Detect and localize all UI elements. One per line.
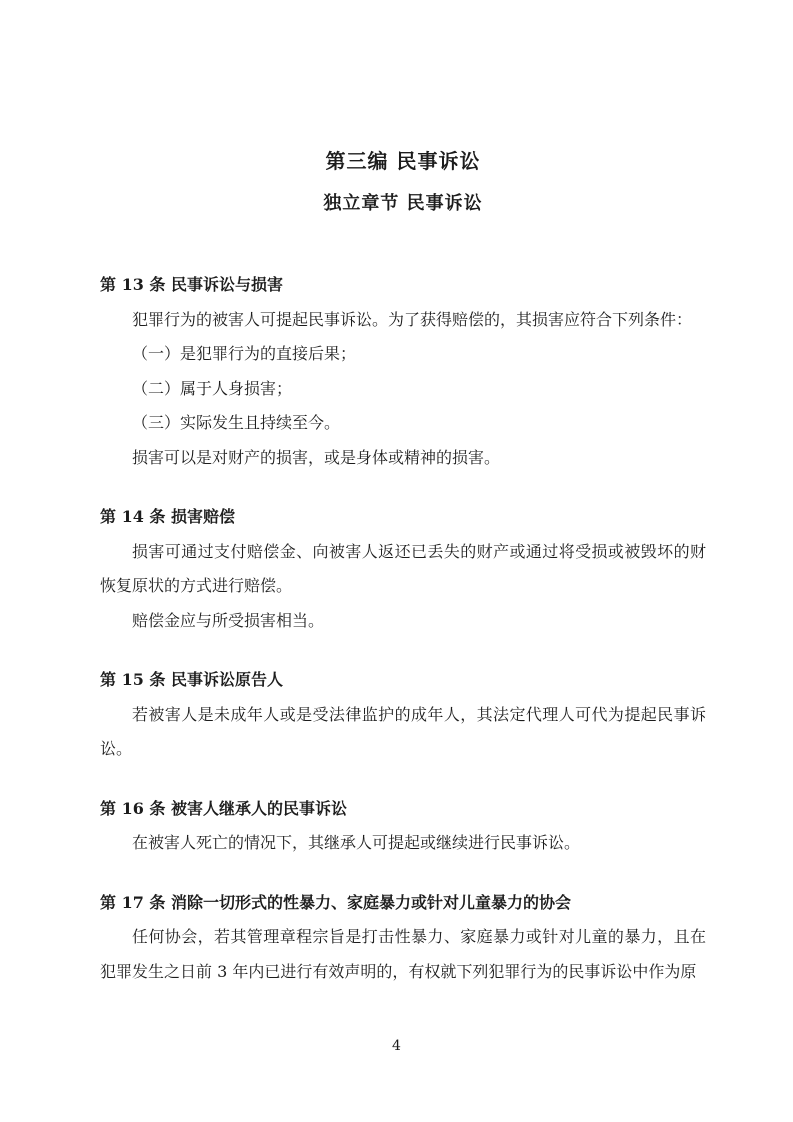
article-section-16 xyxy=(100,792,706,861)
article-paragraph: 赔偿金应与所受损害相当。 xyxy=(132,610,325,630)
article-section-13 xyxy=(100,268,706,475)
article-paragraph: 在被害人死亡的情况下，其继承人可提起或继续进行民事诉讼。 xyxy=(132,833,581,852)
document-title: 第三编 民事诉讼 xyxy=(325,149,481,173)
document-content xyxy=(100,150,706,989)
article-heading: 第 14 条 损害赔偿 xyxy=(100,507,235,526)
article-paragraph: 若被害人是未成年人或是受法律监护的成年人，其法定代理人可代为提起民事诉讼。 xyxy=(100,704,706,758)
article-list-item: （一）是犯罪行为的直接后果； xyxy=(132,344,357,363)
article-heading: 第 17 条 消除一切形式的性暴力、家庭暴力或针对儿童暴力的协会 xyxy=(100,892,571,912)
article-paragraph: 犯罪行为的被害人可提起民事诉讼。为了获得赔偿的，其损害应符合下列条件： xyxy=(132,309,693,329)
article-section-15 xyxy=(100,663,706,767)
article-list-item: （三）实际发生且持续至今。 xyxy=(132,413,341,432)
document-subtitle: 独立章节 民事诉讼 xyxy=(323,193,483,214)
article-paragraph: 损害可通过支付赔偿金、向被害人返还已丢失的财产或通过将受损或被毁坏的财恢复原状的方式进行赔偿。 xyxy=(100,541,706,595)
page-number: 4 xyxy=(392,1038,401,1054)
article-heading: 第 13 条 民事诉讼与损害 xyxy=(100,275,283,294)
article-paragraph: 损害可以是对财产的损害，或是身体或精神的损害。 xyxy=(132,447,501,467)
article-section-17 xyxy=(100,886,706,990)
article-heading: 第 16 条 被害人继承人的民事诉讼 xyxy=(100,798,347,818)
article-heading: 第 15 条 民事诉讼原告人 xyxy=(100,670,283,689)
article-section-14 xyxy=(100,500,706,638)
article-list-item: （二）属于人身损害； xyxy=(132,378,293,398)
article-paragraph: 任何协会，若其管理章程宗旨是打击性暴力、家庭暴力或针对儿童的暴力，且在犯罪发生之日前 3 年内已进行有效声明的，有权就下列犯罪行为的民事诉讼中作为原 xyxy=(100,927,706,981)
